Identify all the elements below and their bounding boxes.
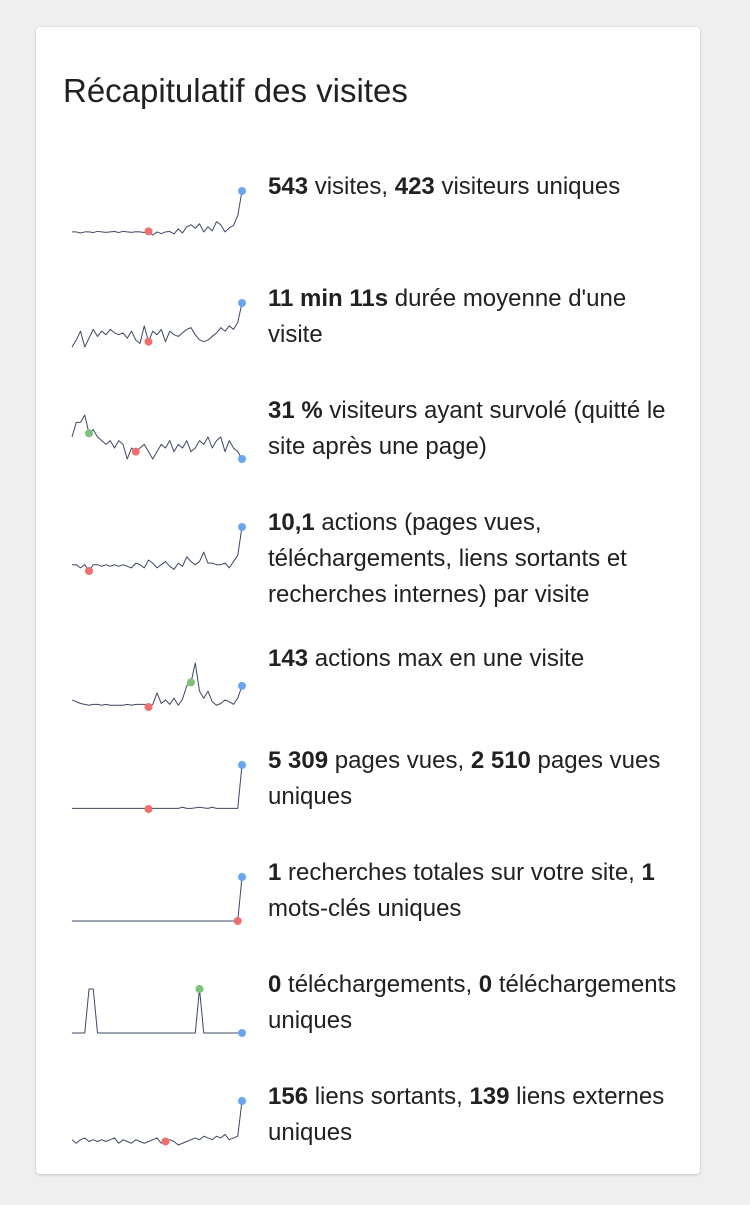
last-point-dot [238,299,246,307]
last-point-dot [238,761,246,769]
metric-value: 10,1 [268,509,315,536]
metric-value: 143 [268,645,309,672]
metric-text [268,1079,678,1151]
metric-text [268,505,678,613]
metric-label: visites, [308,173,395,200]
last-point-dot [238,1097,246,1105]
metric-text [268,855,678,927]
last-point-dot [238,682,246,690]
metric-label: actions max en une visite [308,645,585,672]
metric-label: téléchargements, [281,971,479,998]
sparkline-series [72,663,242,707]
sparkline-series [72,303,242,347]
overview-row [36,855,700,945]
sparkline-series [72,765,242,809]
metric-value: 0 [478,971,493,998]
sparkline-series [72,415,242,459]
sparkline-series [72,877,242,921]
metric-text [268,641,678,677]
sparkline-series [72,1101,242,1145]
min-point-dot [145,805,153,813]
metric-label: actions (pages vues, téléchargements, liens sortants et recherches internes) par visite [268,509,627,608]
last-point-dot [238,523,246,531]
visits-overview-widget [36,27,700,1174]
metric-label: pages vues uniques [268,747,661,810]
metric-value: 5 309 [268,747,329,774]
metric-value: 0 [268,971,282,998]
min-point-dot [132,448,140,456]
max-point-dot [196,985,204,993]
sparkline[interactable] [69,399,249,465]
metric-value: 423 [394,173,435,200]
sparkline[interactable] [69,511,249,577]
metric-label: durée moyenne d'une visite [268,285,627,348]
metric-value: 11 min 11s [268,285,389,312]
overview-row [36,743,700,833]
overview-row [36,393,700,483]
metric-value: 139 [469,1083,510,1110]
sparkline[interactable] [69,749,249,815]
metric-value: 543 [268,173,309,200]
metric-label: pages vues, [328,747,471,774]
metric-label: liens sortants, [308,1083,470,1110]
metric-label: téléchargements uniques [268,971,677,1034]
min-point-dot [234,917,242,925]
min-point-dot [162,1137,170,1145]
metric-value: 156 [268,1083,309,1110]
min-point-dot [85,567,93,575]
min-point-dot [145,703,153,711]
sparkline[interactable] [69,973,249,1039]
metric-label: liens externes uniques [268,1083,665,1146]
metric-label: visiteurs uniques [434,173,621,200]
max-point-dot [187,678,195,686]
overview-row [36,641,700,731]
sparkline-series [72,191,242,235]
overview-row [36,1079,700,1169]
sparkline[interactable] [69,175,249,241]
max-point-dot [85,429,93,437]
sparkline[interactable] [69,1085,249,1151]
last-point-dot [238,873,246,881]
metric-value: 1 [268,859,282,886]
metric-text [268,169,678,205]
sparkline-series [72,989,242,1033]
metric-value: 31 % [268,397,323,424]
overview-row [36,967,700,1057]
sparkline[interactable] [69,287,249,353]
last-point-dot [238,455,246,463]
widget-title: Récapitulatif des visites [63,72,408,109]
min-point-dot [145,338,153,346]
overview-row [36,505,700,608]
metric-value: 1 [641,859,655,886]
sparkline[interactable] [69,861,249,927]
metric-text [268,393,678,465]
metric-text [268,967,678,1039]
last-point-dot [238,1029,246,1037]
metric-label: visiteurs ayant survolé (quitté le site après une page) [268,397,666,460]
sparkline[interactable] [69,647,249,713]
metric-label: mots-clés uniques [268,895,462,922]
metric-label: recherches totales sur votre site, [281,859,642,886]
overview-row [36,281,700,371]
overview-row [36,169,700,259]
min-point-dot [145,227,153,235]
metric-text [268,743,678,815]
metric-value: 2 510 [470,747,531,774]
last-point-dot [238,187,246,195]
metric-text [268,281,678,353]
sparkline-series [72,527,242,571]
